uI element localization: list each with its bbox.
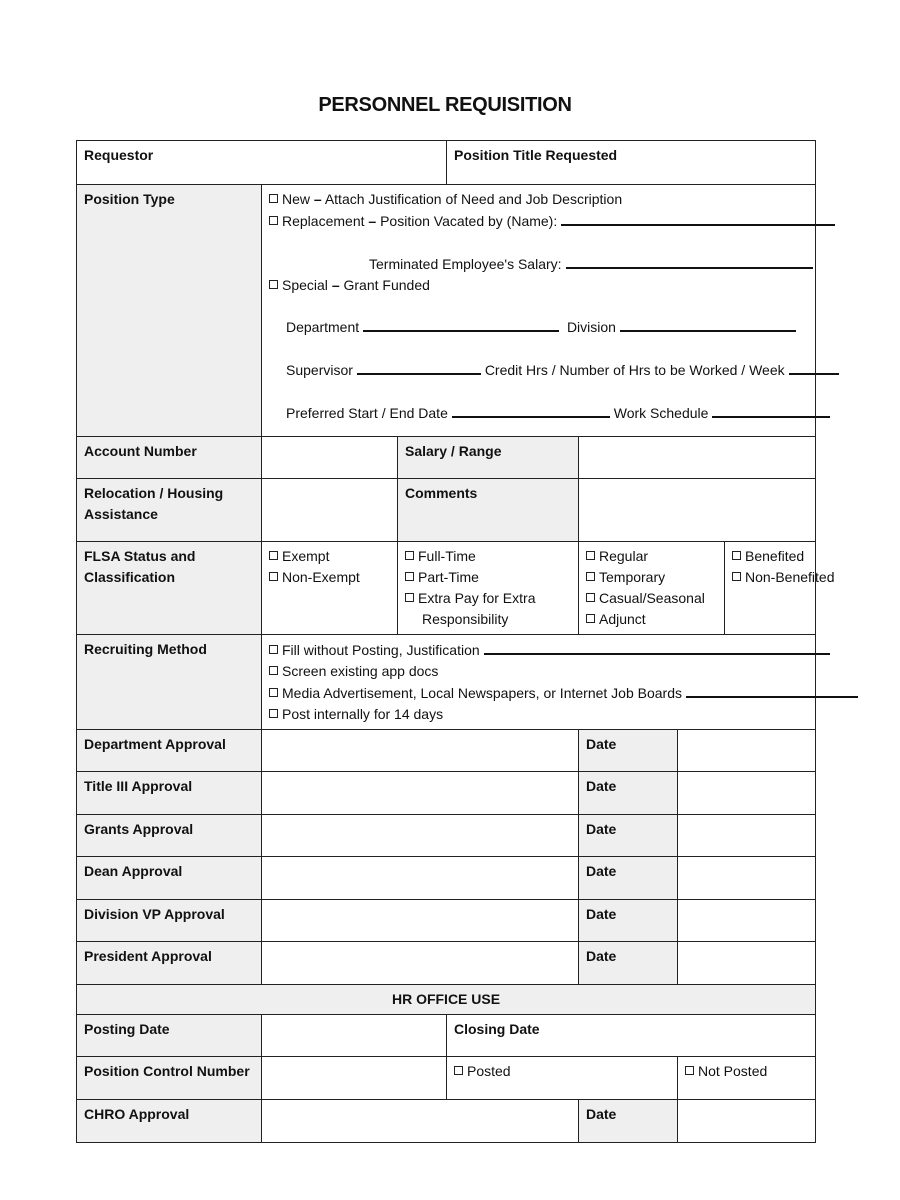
credit-hrs-label: Credit Hrs / Number of Hrs to be Worked / Week [484,362,785,378]
salary-range-label: Salary / Range [398,437,579,479]
terminated-salary-line [369,253,808,275]
approval-row [77,772,816,815]
exempt-text: Exempt [282,548,330,564]
time-options [398,542,579,635]
approval-signature-field[interactable] [262,730,579,772]
approval-date-label: Date [579,815,678,857]
position-control-label: Position Control Number [77,1057,262,1100]
option-media [269,682,808,704]
posted-text: Posted [467,1063,511,1079]
requisition-form [76,140,835,1143]
casual-text: Casual/Seasonal [599,590,705,606]
extra-pay-continued: Responsibility [422,611,509,627]
comments-field[interactable] [579,479,816,542]
account-number-field[interactable] [262,437,398,479]
option-screen [269,661,808,682]
approval-row [77,857,816,900]
closing-date-field[interactable] [447,1015,816,1057]
approval-date-field[interactable] [678,857,816,900]
extra-pay-text: Extra Pay for Extra [418,590,536,606]
division-field[interactable] [620,316,796,332]
regular-text: Regular [599,548,649,564]
option-post [269,704,808,725]
recruiting-row [77,635,816,730]
approval-date-label: Date [579,900,678,942]
position-type-label: Position Type [77,185,262,437]
approval-label: Title III Approval [77,772,262,815]
extra-pay-checkbox[interactable] [405,593,414,602]
new-text: Attach Justification of Need and Job Description [324,191,623,207]
salary-range-field[interactable] [579,437,816,479]
regular-checkbox[interactable] [586,551,595,560]
flsa-label: FLSA Status and Classification [77,542,262,635]
position-type-options [262,185,816,437]
exempt-options [262,542,398,635]
recruiting-label: Recruiting Method [77,635,262,730]
work-schedule-label: Work Schedule [613,405,709,421]
employment-type-options [579,542,725,635]
approval-row [77,730,816,772]
post-checkbox[interactable] [269,709,278,718]
adjunct-text: Adjunct [599,611,646,627]
approval-date-field[interactable] [678,942,816,985]
benefited-checkbox[interactable] [732,551,741,560]
adjunct-checkbox[interactable] [586,614,595,623]
not-posted-checkbox[interactable] [685,1066,694,1075]
option-special [269,275,808,296]
full-time-text: Full-Time [418,548,476,564]
benefit-options [725,542,835,635]
posted-checkbox[interactable] [454,1066,463,1075]
exempt-checkbox[interactable] [269,551,278,560]
option-posted[interactable] [447,1057,678,1100]
special-checkbox[interactable] [269,280,278,289]
option-full-time[interactable] [405,546,571,567]
option-extra-pay[interactable] [405,588,571,609]
non-exempt-text: Non-Exempt [282,569,360,585]
approval-date-field[interactable] [678,815,816,857]
account-number-label: Account Number [77,437,262,479]
option-benefited[interactable] [732,546,808,567]
approval-signature-field[interactable] [262,857,579,900]
justification-field[interactable] [484,639,830,655]
approval-label: Grants Approval [77,815,262,857]
department-field[interactable] [363,316,559,332]
option-fill [269,639,808,661]
fill-checkbox[interactable] [269,645,278,654]
requestor-label: Requestor [84,147,154,163]
page-title: PERSONNEL REQUISITION [318,94,572,116]
option-not-posted[interactable] [678,1057,816,1100]
flsa-row [77,542,816,635]
account-row [77,437,816,479]
new-dash: – [313,191,322,207]
new-checkbox[interactable] [269,194,278,203]
approval-signature-field[interactable] [262,772,579,815]
position-title-field[interactable] [447,141,816,185]
media-field[interactable] [686,682,858,698]
chro-row [77,1100,816,1143]
hr-office-use-header: HR OFFICE USE [77,985,816,1015]
approval-row [77,815,816,857]
replacement-label: Replacement [282,213,365,229]
option-non-benefited[interactable] [732,567,835,588]
start-end-label: Preferred Start / End Date [286,405,448,421]
fill-text: Fill without Posting, Justification [282,642,480,658]
position-control-field[interactable] [262,1057,447,1100]
work-schedule-field[interactable] [712,402,830,418]
approval-date-label: Date [579,772,678,815]
benefited-text: Benefited [745,548,805,564]
requestor-field[interactable] [77,141,447,185]
approval-date-label: Date [579,730,678,772]
part-time-text: Part-Time [418,569,479,585]
recruiting-options [262,635,816,730]
division-label: Division [566,319,616,335]
screen-text: Screen existing app docs [282,663,439,679]
new-label: New [282,191,311,207]
approval-row [77,942,816,985]
media-checkbox[interactable] [269,688,278,697]
requestor-row [77,141,816,185]
option-part-time[interactable] [405,567,571,588]
post-text: Post internally for 14 days [282,706,444,722]
media-text: Media Advertisement, Local Newspapers, or Internet Job Boards [282,685,682,701]
option-exempt[interactable] [269,546,390,567]
approval-date-label: Date [579,942,678,985]
position-type-row [77,185,816,437]
option-regular[interactable] [586,546,717,567]
option-casual[interactable] [586,588,717,609]
non-benefited-checkbox[interactable] [732,572,741,581]
special-text: Grant Funded [343,277,430,293]
approval-label: Dean Approval [77,857,262,900]
posting-row [77,1015,816,1057]
hr-header-row [77,985,816,1015]
approval-date-field[interactable] [678,900,816,942]
replacement-checkbox[interactable] [269,216,278,225]
approval-label: Department Approval [77,730,262,772]
approval-label: President Approval [77,942,262,985]
credit-hrs-field[interactable] [789,359,839,375]
terminated-salary-label: Terminated Employee's Salary: [369,256,562,272]
chro-signature-field[interactable] [262,1100,579,1143]
approval-row [77,900,816,942]
closing-date-label: Closing Date [454,1021,540,1037]
non-exempt-checkbox[interactable] [269,572,278,581]
start-end-field[interactable] [452,402,610,418]
approval-signature-field[interactable] [262,900,579,942]
non-benefited-text: Non-Benefited [745,569,835,585]
comments-label: Comments [398,479,579,542]
replacement-text: Position Vacated by (Name): [380,213,558,229]
terminated-salary-field[interactable] [566,253,813,269]
special-label: Special [282,277,328,293]
posting-date-field[interactable] [262,1015,447,1057]
full-time-checkbox[interactable] [405,551,414,560]
casual-checkbox[interactable] [586,593,595,602]
temporary-checkbox[interactable] [586,572,595,581]
relocation-label: Relocation / Housing Assistance [77,479,262,542]
department-line [286,316,808,338]
supervisor-line [286,359,808,381]
approval-signature-field[interactable] [262,942,579,985]
part-time-checkbox[interactable] [405,572,414,581]
position-control-row [77,1057,816,1100]
chro-date-field[interactable] [678,1100,816,1143]
option-replacement [269,210,808,232]
approval-date-field[interactable] [678,730,816,772]
option-new [269,189,808,210]
start-end-line [286,402,808,424]
replacement-dash: – [368,213,377,229]
temporary-text: Temporary [599,569,666,585]
approval-label: Division VP Approval [77,900,262,942]
approval-date-label: Date [579,857,678,900]
screen-checkbox[interactable] [269,666,278,675]
relocation-field[interactable] [262,479,398,542]
posting-date-label: Posting Date [77,1015,262,1057]
approval-date-field[interactable] [678,772,816,815]
option-temporary[interactable] [586,567,717,588]
relocation-row [77,479,816,542]
chro-date-label: Date [579,1100,678,1143]
supervisor-field[interactable] [357,359,481,375]
special-dash: – [331,277,340,293]
position-title-label: Position Title Requested [454,147,618,163]
option-non-exempt[interactable] [269,567,390,588]
supervisor-label: Supervisor [286,362,353,378]
option-adjunct[interactable] [586,609,717,630]
not-posted-text: Not Posted [698,1063,768,1079]
vacated-by-field[interactable] [561,210,835,226]
department-label: Department [286,319,360,335]
approval-signature-field[interactable] [262,815,579,857]
chro-approval-label: CHRO Approval [77,1100,262,1143]
